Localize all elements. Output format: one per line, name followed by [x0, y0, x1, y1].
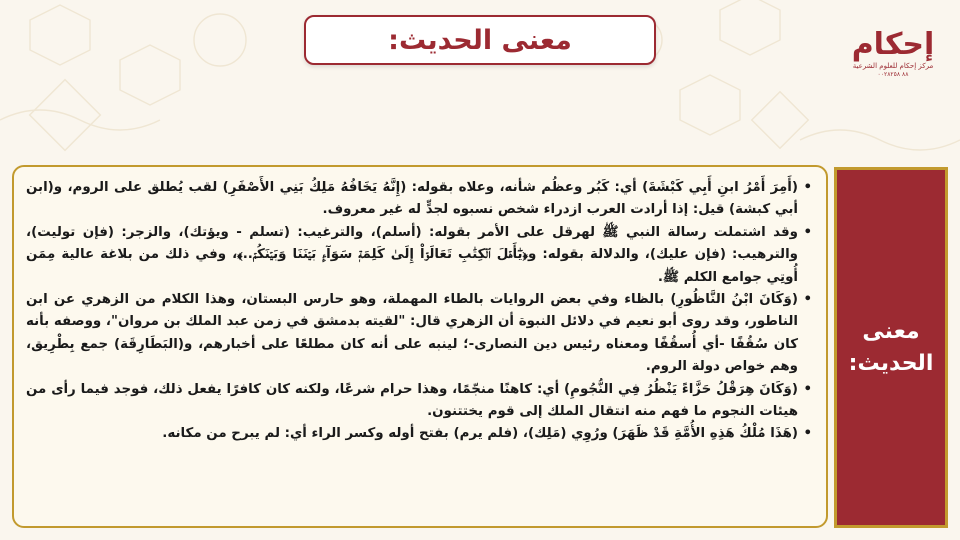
logo-number: ٨٨ ٠٠٢٨٢٥٨ [877, 71, 909, 78]
bullet-icon: • [803, 180, 812, 195]
list-item [26, 289, 812, 379]
paragraph-text: (أَمِرَ أَمْرُ ابنِ أَبِي كَبْشَةَ) أي: كَبُر وعظُم شأنه، وعلاه بقوله: (إِنَّهُ يَخَافُهُ مَلِكُ بَنِي الأَصْفَرِ) لقب يُطلق على الروم، و(ابن أبي كبشة) قيل: إذا أرادت العرب ازدراء شخص نسبوه لجدٍّ له غير معروف. [26, 180, 798, 218]
side-label: معنى الحديث: [848, 318, 934, 376]
paragraph-text: وقد اشتملت رسالة النبي ﷺ لهرقل على الأمر بقوله: (أسلم)، والترغيب: (تسلم - ويؤتك)، والزجر: (فإن توليت)، والترهيب: (فإن عليك)، والدلالة بقوله: و﴿يَٰٓأَهۡلَ ٱلۡكِتَٰبِ تَعَالَوۡاْ إِلَىٰ كَلِمَةٖ سَوَآءِۭ بَيۡنَنَا وَبَيۡنَكُمۡ..﴾، وفي ذلك من بلاغة عالية مِمَن أُوتِي جوامع الكلم ﷺ. [26, 224, 798, 285]
bullet-icon: • [803, 381, 812, 397]
logo-word: إحكام [851, 27, 935, 62]
list-item [26, 423, 812, 445]
list-item [26, 222, 812, 289]
content-list [26, 177, 812, 446]
paragraph-text: (هَذَا مُلْكُ هَذِهِ الأُمَّةِ قَدْ ظَهَرَ) ورُوِي (مَلِك)، (فلم يرم) بفتح أوله وكسر الراء أي: لم يبرح من مكانه. [162, 426, 798, 442]
paragraph-text: (وَكَانَ ابْنُ النَّاظُورِ) بالظاء وفي بعض الروايات بالطاء المهملة، وهو حارس البستان، وهذا الكلام من الزهري عن ابن الناطور، وقد روى أبو نعيم في دلائل النبوة أن الزهري قال: "لقيته بدمشق في زمن عبد الملك بن مروان"، ووصفه بأنه كان سُقُفًا -أي أُسقُفًا ومعناه رئيس دين النصارى-؛ لينبه على أنه كان مطلعًا على أخبارهم، و(البَطَارِقَة) جمع بِطْرِيق، وهم خواص دولة الروم. [26, 292, 798, 375]
list-item [26, 177, 812, 222]
content-box [12, 165, 828, 528]
bullet-icon: • [803, 292, 812, 308]
side-label-panel [834, 167, 948, 528]
list-item [26, 379, 812, 424]
page-title: معنى الحديث: [388, 24, 572, 56]
logo-subtitle: مركز إحكام للعلوم الشرعية [852, 62, 934, 70]
bullet-icon: • [803, 224, 812, 240]
logo [838, 28, 948, 90]
bullet-icon: • [803, 426, 812, 442]
paragraph-text: (وَكَانَ هِرَقْلُ حَزَّاءً يَنْظُرُ فِي النُّجُومِ) أي: كاهنًا منجّمًا، وهذا حرام شرعًا، ولكنه كان كافرًا يفعل ذلك، فوجد فيما رأى من هيئات النجوم ما فهم منه انتقال الملك إلى قوم يختتنون. [26, 381, 798, 420]
title-box [304, 15, 656, 65]
